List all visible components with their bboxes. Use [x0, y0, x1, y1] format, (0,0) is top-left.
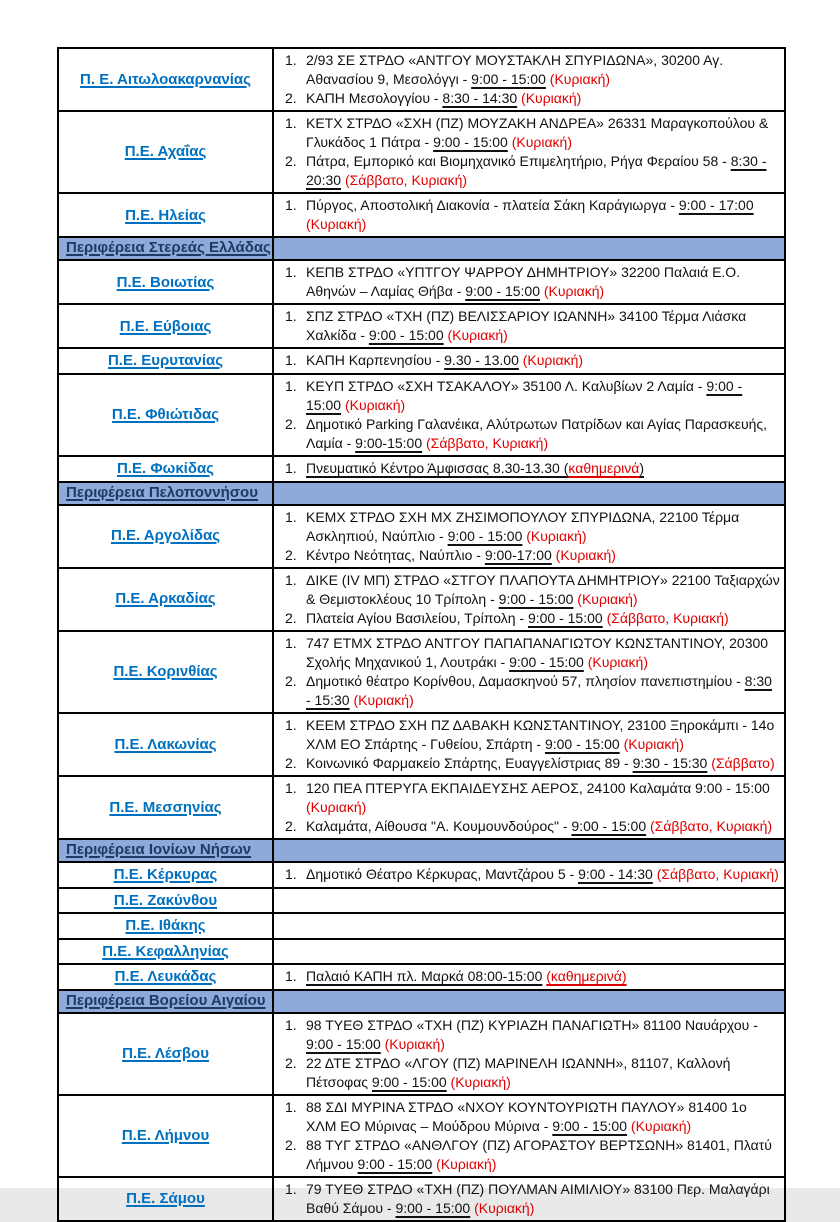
locations-cell	[273, 1177, 785, 1221]
locations-cell	[273, 260, 785, 304]
location-item-text: Δημοτικό θέατρο Κορίνθου, Δαμασκηνού 57, πλησίον πανεπιστημίου - 8:30 - 15:30 (Κυριακή)	[306, 672, 772, 708]
locations-list	[274, 634, 781, 710]
location-item-number: 1.	[285, 308, 297, 325]
section-header-row	[58, 990, 785, 1013]
section-header-row	[58, 482, 785, 505]
location-item	[274, 1054, 781, 1092]
table-row	[58, 505, 785, 568]
region-link[interactable]: Π.Ε. Αχαΐας	[124, 143, 207, 161]
table-row	[58, 374, 785, 456]
locations-cell	[273, 48, 785, 111]
location-item-number: 2.	[285, 609, 297, 626]
location-item-number: 2.	[285, 1136, 297, 1153]
location-item-number: 1.	[285, 866, 297, 883]
region-link[interactable]: Π.Ε. Κέρκυρας	[113, 866, 218, 884]
location-item-text: ΚΕΤΧ ΣΤΡΔΟ «ΣΧΗ (ΠΖ) ΜΟΥΖΑΚΗ ΑΝΔΡΕΑ» 26331 Μαραγκοπούλου & Γλυκάδος 1 Πάτρα - 9:00 - 15:00 (Κυριακή)	[306, 115, 769, 151]
locations-list	[274, 263, 781, 301]
locations-cell	[273, 348, 785, 374]
location-item	[274, 672, 781, 710]
section-label-cell	[58, 237, 273, 260]
section-filler-cell	[273, 990, 785, 1013]
locations-list	[274, 51, 781, 108]
location-item-number: 2.	[285, 415, 297, 432]
regions-table-body	[58, 48, 785, 1221]
location-item	[274, 508, 781, 546]
region-link[interactable]: Π.Ε. Ιθάκης	[125, 917, 206, 935]
region-link[interactable]: Π.Ε. Κεφαλληνίας	[102, 942, 229, 960]
section-header-row	[58, 839, 785, 862]
location-item	[274, 1136, 781, 1174]
location-item-text: ΚΕΥΠ ΣΤΡΔΟ «ΣΧΗ ΤΣΑΚΑΛΟΥ» 35100 Λ. Καλυβίων 2 Λαμία - 9:00 - 15:00 (Κυριακή)	[306, 377, 743, 413]
region-link[interactable]: Π.Ε. Σάμου	[126, 1190, 205, 1208]
location-item-text: ΣΠΖ ΣΤΡΔΟ «ΤΧΗ (ΠΖ) ΒΕΛΙΣΣΑΡΙΟΥ ΙΩΑΝΝΗ» 34100 Τέρμα Λιάσκα Χαλκίδα - 9:00 - 15:00 (Κυριακή)	[306, 308, 747, 344]
region-cell	[58, 456, 273, 482]
location-item	[274, 609, 781, 628]
region-cell	[58, 713, 273, 776]
locations-cell	[273, 964, 785, 990]
locations-cell	[273, 505, 785, 568]
locations-list	[274, 571, 781, 628]
region-link[interactable]: Π.Ε. Αργολίδας	[110, 527, 221, 545]
table-row	[58, 964, 785, 990]
location-item	[274, 89, 781, 108]
region-link[interactable]: Π.Ε. Φθιώτιδας	[111, 406, 220, 424]
table-row	[58, 456, 785, 482]
location-item-number: 1.	[285, 634, 297, 651]
section-filler-cell	[273, 237, 785, 260]
locations-cell	[273, 631, 785, 713]
region-link[interactable]: Π.Ε. Αρκαδίας	[115, 590, 216, 608]
location-item	[274, 571, 781, 609]
locations-list	[274, 1016, 781, 1092]
table-row	[58, 111, 785, 193]
location-item-number: 1.	[285, 508, 297, 525]
location-item-text: ΚΑΠΗ Καρπενησίου - 9.30 - 13.00 (Κυριακή)	[306, 352, 584, 369]
region-link[interactable]: Π.Ε. Λήμνου	[121, 1126, 210, 1144]
table-row	[58, 631, 785, 713]
location-item-text: 88 ΣΔΙ ΜΥΡΙΝΑ ΣΤΡΔΟ «ΝΧΟΥ ΚΟΥΝΤΟΥΡΙΩΤΗ ΠΑΥΛΟΥ» 81400 1ο ΧΛΜ ΕΟ Μύρινας – Μούδρου Μύρινα - 9:00 - 15:00 (Κυριακή)	[306, 1098, 747, 1134]
region-link[interactable]: Π.Ε. Λευκάδας	[114, 968, 217, 986]
location-item-number: 2.	[285, 546, 297, 563]
locations-cell	[273, 456, 785, 482]
location-item	[274, 351, 781, 370]
region-cell	[58, 913, 273, 939]
table-row	[58, 348, 785, 374]
location-item-text: 22 ΔΤΕ ΣΤΡΔΟ «ΛΓΟΥ (ΠΖ) ΜΑΡΙΝΕΛΗ ΙΩΑΝΝΗ», 81107, Καλλονή Πέτσοφας 9:00 - 15:00 (Κυριακή)	[306, 1054, 731, 1090]
locations-list	[274, 716, 781, 773]
locations-list	[274, 967, 781, 986]
location-item-text: Δημοτικό Parking Γαλανέικα, Αλύτρωτων Πατρίδων και Αγίας Παρασκευής, Λαμία - 9:00-15:00 (Σάββατο, Κυριακή)	[306, 415, 768, 451]
location-item-number: 1.	[285, 460, 297, 477]
location-item	[274, 51, 781, 89]
region-link[interactable]: Π.Ε. Ευρυτανίας	[107, 352, 224, 370]
location-item	[274, 459, 781, 478]
table-row	[58, 1095, 785, 1177]
locations-cell	[273, 776, 785, 839]
region-cell	[58, 1177, 273, 1221]
table-row	[58, 1013, 785, 1095]
location-item-text: Καλαμάτα, Αίθουσα "Α. Κουμουνδούρος" - 9:00 - 15:00 (Σάββατο, Κυριακή)	[306, 818, 773, 834]
locations-list	[274, 779, 781, 836]
location-item-text: 98 ΤΥΕΘ ΣΤΡΔΟ «ΤΧΗ (ΠΖ) ΚΥΡΙΑΖΗ ΠΑΝΑΓΙΩΤΗ» 81100 Ναυάρχου - 9:00 - 15:00 (Κυριακή)	[306, 1016, 758, 1052]
region-cell	[58, 304, 273, 348]
location-item-text: 120 ΠΕΑ ΠΤΕΡΥΓΑ ΕΚΠΑΙΔΕΥΣΗΣ ΑΕΡΟΣ, 24100 Καλαμάτα 9:00 - 15:00 (Κυριακή)	[306, 779, 770, 815]
section-title: Περιφέρεια Ιονίων Νήσων	[66, 841, 252, 859]
locations-list	[274, 865, 781, 884]
location-item-number: 2.	[285, 754, 297, 771]
location-item	[274, 779, 781, 817]
location-item	[274, 307, 781, 345]
location-item-text: Δημοτικό Θέατρο Κέρκυρας, Μαντζάρου 5 - 9:00 - 14:30 (Σάββατο, Κυριακή)	[306, 866, 779, 883]
location-item	[274, 1016, 781, 1054]
location-item-text: Πλατεία Αγίου Βασιλείου, Τρίπολη - 9:00 - 15:00 (Σάββατο, Κυριακή)	[306, 609, 729, 626]
section-label-cell	[58, 482, 273, 505]
region-cell	[58, 939, 273, 965]
location-item-text: Κέντρο Νεότητας, Ναύπλιο - 9:00-17:00 (Κυριακή)	[306, 546, 616, 563]
locations-cell	[273, 888, 785, 914]
section-title: Περιφέρεια Βορείου Αιγαίου	[66, 991, 266, 1009]
location-item-number: 1.	[285, 377, 297, 394]
location-item-text: ΚΑΠΗ Μεσολογγίου - 8:30 - 14:30 (Κυριακή)	[306, 90, 582, 107]
table-row	[58, 713, 785, 776]
location-item-number: 1.	[285, 1016, 297, 1033]
location-item-number: 2.	[285, 818, 297, 834]
location-item-text: ΔΙΚΕ (IV ΜΠ) ΣΤΡΔΟ «ΣΤΓΟΥ ΠΛΑΠΟΥΤΑ ΔΗΜΗΤΡΙΟΥ» 22100 Ταξιαρχών & Θεμιστοκλέους 10 Τρίπολη - 9:00 - 15:00 (Κυριακή)	[306, 571, 780, 607]
locations-cell	[273, 304, 785, 348]
location-item	[274, 1180, 781, 1218]
locations-list	[274, 307, 781, 345]
table-row	[58, 913, 785, 939]
section-header-row	[58, 237, 785, 260]
table-row	[58, 48, 785, 111]
location-item-text: 2/93 ΣΕ ΣΤΡΔΟ «ΑΝΤΓΟΥ ΜΟΥΣΤΑΚΛΗ ΣΠΥΡΙΔΩΝΑ», 30200 Αγ. Αθανασίου 9, Μεσολόγγι - 9:00 - 15:00 (Κυριακή)	[306, 52, 724, 88]
location-item	[274, 263, 781, 301]
locations-cell	[273, 1095, 785, 1177]
table-row	[58, 568, 785, 631]
location-item-number: 1.	[285, 1098, 297, 1115]
region-cell	[58, 776, 273, 839]
location-item-number: 1.	[285, 571, 297, 588]
location-item-number: 1.	[285, 352, 297, 369]
location-item-text: Πύργος, Αποστολική Διακονία - πλατεία Σάκη Καράγιωργα - 9:00 - 17:00 (Κυριακή)	[306, 197, 754, 233]
region-link[interactable]: Π.Ε. Μεσσηνίας	[109, 798, 222, 816]
location-item-text: Πάτρα, Εμπορικό και Βιομηχανικό Επιμελητήριο, Ρήγα Φεραίου 58 - 8:30 - 20:30 (Σάββατο, Κυριακή)	[306, 153, 767, 189]
region-cell	[58, 348, 273, 374]
locations-cell	[273, 913, 785, 939]
region-cell	[58, 888, 273, 914]
region-cell	[58, 1095, 273, 1177]
locations-list	[274, 351, 781, 370]
locations-cell	[273, 939, 785, 965]
table-row	[58, 193, 785, 237]
location-item-text: Παλαιό ΚΑΠΗ πλ. Μαρκά 08:00-15:00 (καθημερινά)	[306, 968, 627, 985]
region-cell	[58, 964, 273, 990]
region-link[interactable]: Π.Ε. Λέσβου	[122, 1044, 209, 1062]
region-cell	[58, 568, 273, 631]
location-item-number: 1.	[285, 968, 297, 985]
location-item-number: 1.	[285, 779, 297, 796]
location-item-number: 2.	[285, 1054, 297, 1071]
table-row	[58, 888, 785, 914]
regions-table	[57, 47, 786, 1222]
region-link[interactable]: Π.Ε. Βοιωτίας	[116, 273, 215, 291]
location-item	[274, 415, 781, 453]
region-link[interactable]: Π.Ε. Φωκίδας	[117, 460, 214, 478]
locations-list	[274, 1098, 781, 1174]
locations-list	[274, 114, 781, 190]
table-row	[58, 776, 785, 839]
location-item-number: 1.	[285, 1180, 297, 1197]
locations-cell	[273, 568, 785, 631]
location-item-text: Πνευματικό Κέντρο Άμφισσας 8.30-13.30 (καθημερινά)	[306, 460, 645, 477]
location-item-text: 747 ΕΤΜΧ ΣΤΡΔΟ ΑΝΤΓΟΥ ΠΑΠΑΠΑΝΑΓΙΩΤΟΥ ΚΩΝΣΤΑΝΤΙΝΟΥ, 20300 Σχολής Μηχανικού 1, Λουτράκι - 9:00 - 15:00 (Κυριακή)	[306, 634, 769, 670]
region-cell	[58, 111, 273, 193]
location-item-text: ΚΕΜΧ ΣΤΡΔΟ ΣΧΗ ΜΧ ΖΗΣΙΜΟΠΟΥΛΟΥ ΣΠΥΡΙΔΩΝΑ, 22100 Τέρμα Ασκληπιού, Ναύπλιο - 9:00 - 15:00 (Κυριακή)	[306, 508, 740, 544]
location-item-number: 1.	[285, 197, 297, 214]
location-item-number: 1.	[285, 716, 297, 733]
locations-cell	[273, 1013, 785, 1095]
locations-cell	[273, 111, 785, 193]
region-link[interactable]: Π.Ε. Ζακύνθου	[113, 891, 218, 909]
section-label-cell	[58, 839, 273, 862]
locations-cell	[273, 374, 785, 456]
table-row	[58, 862, 785, 888]
location-item	[274, 754, 781, 773]
location-item-text: ΚΕΠΒ ΣΤΡΔΟ «ΥΠΤΓΟΥ ΨΑΡΡΟΥ ΔΗΜΗΤΡΙΟΥ» 32200 Παλαιά Ε.Ο. Αθηνών – Λαμίας Θήβα - 9:00 - 15:00 (Κυριακή)	[306, 264, 741, 300]
section-filler-cell	[273, 482, 785, 505]
region-cell	[58, 48, 273, 111]
location-item	[274, 865, 781, 884]
location-item-text: ΚΕΕΜ ΣΤΡΔΟ ΣΧΗ ΠΖ ΔΑΒΑΚΗ ΚΩΝΣΤΑΝΤΙΝΟΥ, 23100 Ξηροκάμπι - 14ο ΧΛΜ ΕΟ Σπάρτης - Γυθείου, Σπάρτη - 9:00 - 15:00 (Κυριακή)	[306, 716, 775, 752]
section-title: Περιφέρεια Πελοποννήσου	[66, 483, 258, 501]
table-row	[58, 304, 785, 348]
location-item	[274, 196, 781, 234]
location-item	[274, 967, 781, 986]
location-item-text: 79 ΤΥΕΘ ΣΤΡΔΟ «ΤΧΗ (ΠΖ) ΠΟΥΛΜΑΝ ΑΙΜΙΛΙΟΥ» 83100 Περ. Μαλαγάρι Βαθύ Σάμου - 9:00 - 15:00 (Κυριακή)	[306, 1180, 770, 1216]
table-row	[58, 939, 785, 965]
locations-list	[274, 508, 781, 565]
location-item	[274, 114, 781, 152]
section-label-cell	[58, 990, 273, 1013]
locations-list	[274, 1180, 781, 1218]
locations-list	[274, 459, 781, 478]
location-item	[274, 716, 781, 754]
location-item-number: 2.	[285, 153, 297, 170]
locations-list	[274, 196, 781, 234]
region-cell	[58, 260, 273, 304]
region-link[interactable]: Π.Ε. Κορινθίας	[113, 663, 218, 681]
location-item-number: 1.	[285, 115, 297, 132]
table-row	[58, 260, 785, 304]
locations-cell	[273, 713, 785, 776]
locations-cell	[273, 862, 785, 888]
table-row	[58, 1177, 785, 1221]
location-item	[274, 817, 781, 836]
location-item	[274, 377, 781, 415]
region-link[interactable]: Π.Ε. Εύβοιας	[119, 317, 212, 335]
section-filler-cell	[273, 839, 785, 862]
location-item	[274, 1098, 781, 1136]
location-item	[274, 546, 781, 565]
location-item-number: 1.	[285, 52, 297, 68]
location-item-text: 88 ΤΥΓ ΣΤΡΔΟ «ΑΝΘΛΓΟΥ (ΠΖ) ΑΓΟΡΑΣΤΟΥ ΒΕΡΤΣΩΝΗ» 81401, Πλατύ Λήμνου 9:00 - 15:00 (Κυριακή)	[306, 1136, 772, 1172]
location-item-text: Κοινωνικό Φαρμακείο Σπάρτης, Ευαγγελίστριας 89 - 9:30 - 15:30 (Σάββατο)	[306, 754, 775, 771]
location-item-number: 2.	[285, 90, 297, 107]
region-cell	[58, 193, 273, 237]
location-item	[274, 634, 781, 672]
location-item-number: 1.	[285, 264, 297, 281]
region-link[interactable]: Π. Ε. Αιτωλοακαρνανίας	[80, 70, 251, 88]
region-cell	[58, 631, 273, 713]
region-cell	[58, 374, 273, 456]
region-cell	[58, 1013, 273, 1095]
region-cell	[58, 862, 273, 888]
locations-cell	[273, 193, 785, 237]
region-cell	[58, 505, 273, 568]
region-link[interactable]: Π.Ε. Λακωνίας	[114, 735, 217, 753]
section-title: Περιφέρεια Στερεάς Ελλάδας	[66, 239, 271, 257]
locations-list	[274, 377, 781, 453]
location-item-number: 2.	[285, 672, 297, 689]
location-item	[274, 152, 781, 190]
region-link[interactable]: Π.Ε. Ηλείας	[125, 206, 206, 224]
